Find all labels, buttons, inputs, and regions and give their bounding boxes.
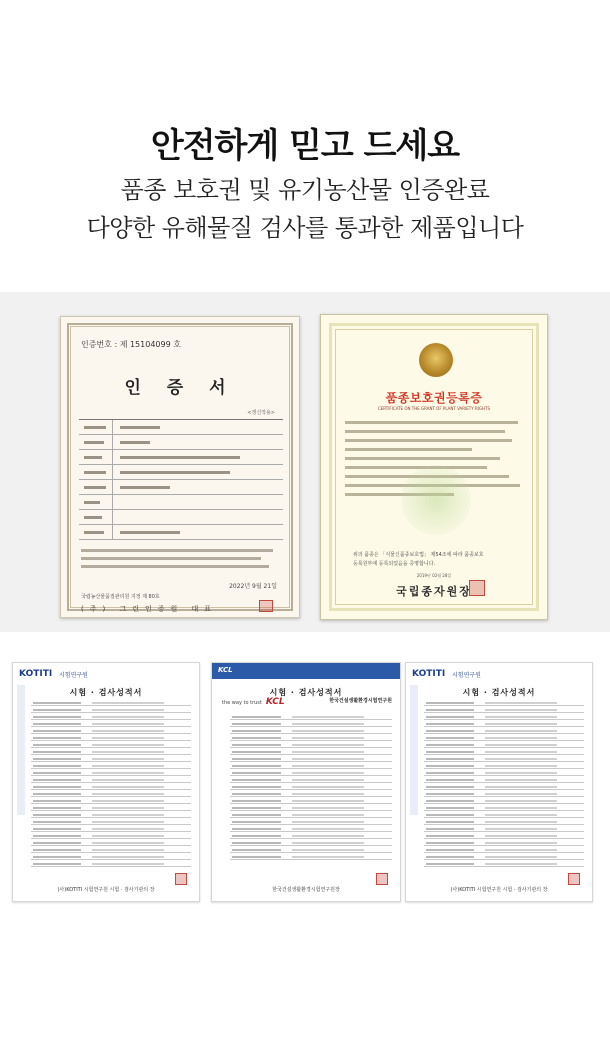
- certificate-number: 인증번호 : 제 15104099 호: [81, 340, 181, 349]
- table-row: [79, 435, 283, 450]
- certificate-statement-2: 등록원부에 등록되었음을 증명합니다.: [353, 561, 436, 567]
- certificate-signer: 국립종자원장: [396, 585, 472, 598]
- logo-sub: 시험연구원: [452, 672, 481, 679]
- table-row: [79, 495, 283, 510]
- certificate-date: 2022년 9월 21일: [229, 583, 277, 590]
- report-title: 시험 · 검사성적서: [269, 688, 343, 697]
- table-row: [79, 525, 283, 540]
- side-strip: [410, 685, 418, 815]
- seal-stamp: [469, 580, 485, 596]
- report-footer: (사)KOTITI 시험연구원 시험 · 검사기관의 장: [57, 887, 155, 893]
- test-report-kcl: [211, 662, 401, 902]
- watermark-icon: [401, 465, 471, 535]
- hero-section: [0, 0, 610, 292]
- certificate-details-table: [79, 419, 283, 541]
- report-footer: 한국건설생활환경시험연구원장: [272, 887, 340, 893]
- table-row: [79, 510, 283, 525]
- seal-stamp: [568, 873, 580, 885]
- seal-stamp: [376, 873, 388, 885]
- certificate-tag: <갱신작용>: [247, 410, 275, 416]
- test-report-kotiti-2: [405, 662, 593, 902]
- kotiti-logo: KOTITI: [19, 669, 53, 679]
- seal-stamp: [259, 600, 273, 612]
- table-row: [79, 450, 283, 465]
- kcl-logo: the way to trust KCL: [222, 697, 285, 707]
- kotiti-logo: KOTITI: [412, 669, 446, 679]
- seal-stamp: [175, 873, 187, 885]
- page-title: 안전하게 믿고 드세요: [150, 126, 460, 166]
- certificate-title-en: CERTIFICATE ON THE GRANT OF PLANT VARIETY RIGHTS: [377, 406, 490, 411]
- report-table: [230, 715, 392, 862]
- certificate-title: 품종보호권등록증: [385, 391, 483, 405]
- report-table: [31, 701, 191, 869]
- report-header-bar: [212, 663, 400, 679]
- certificate-statement: 위의 품종은 「식물신품종보호법」 제54조에 따라 품종보호: [353, 552, 484, 558]
- organic-certificate: [60, 316, 300, 618]
- report-footer: (사)KOTITI 시험연구원 시험 · 검사기관의 장: [450, 887, 548, 893]
- report-title: 시험 · 검사성적서: [462, 688, 536, 697]
- table-row: [79, 420, 283, 435]
- certificate-body-text: [81, 549, 281, 573]
- kcl-org-name: 한국건설생활환경시험연구원: [329, 698, 392, 704]
- plant-variety-certificate: [320, 314, 548, 620]
- kcl-header-logo: KCL: [218, 666, 233, 674]
- subtitle-tests: 다양한 유해물질 검사를 통과한 제품입니다: [86, 214, 524, 242]
- table-row: [79, 480, 283, 495]
- certificate-title: 인 증 서: [124, 378, 236, 398]
- side-strip: [17, 685, 25, 815]
- issuer-note: 국립농산물품질관리원 지정 제 80호: [81, 594, 160, 600]
- table-row: [79, 465, 283, 480]
- logo-sub: 시험연구원: [59, 672, 88, 679]
- issuer-name: (주) 그린인증원 대표: [81, 605, 218, 613]
- report-table: [424, 701, 584, 869]
- test-report-kotiti-1: [12, 662, 200, 902]
- certificate-date: 2019년 02월 28일: [416, 573, 452, 578]
- report-title: 시험 · 검사성적서: [69, 688, 143, 697]
- subtitle-certifications: 품종 보호권 및 유기농산물 인증완료: [120, 176, 490, 204]
- national-emblem-icon: [419, 343, 453, 377]
